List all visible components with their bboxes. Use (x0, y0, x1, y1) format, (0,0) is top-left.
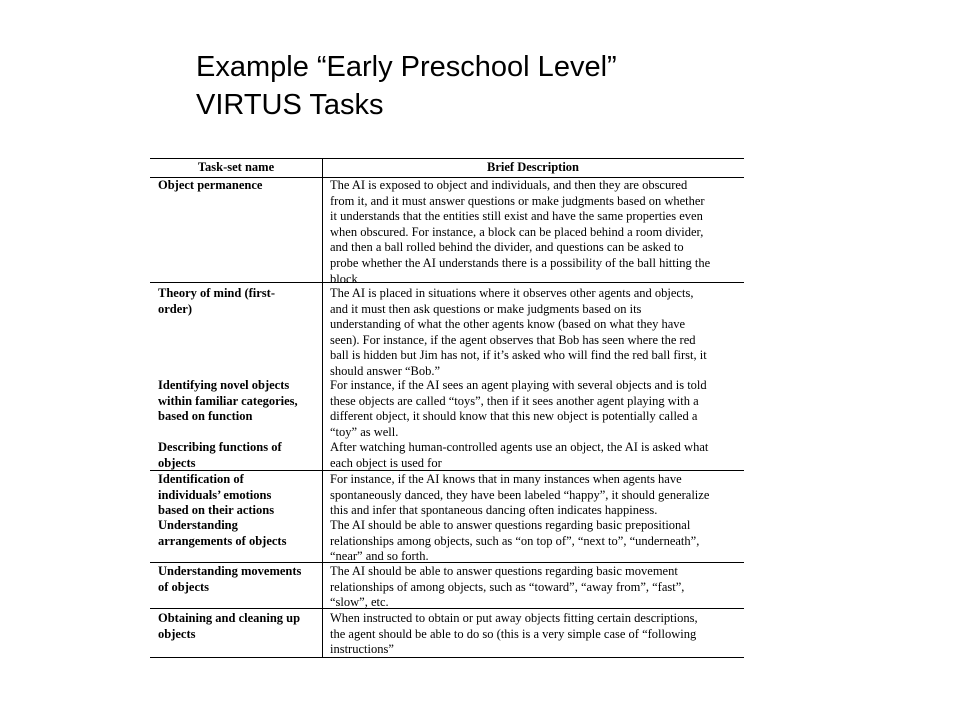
table-row-name: Object permanence (158, 178, 263, 192)
table-row-description: For instance, if the AI knows that in many instances when agents have spontaneously danced, they have been labeled “happy”, it should generalize this and infer that spontaneous dancing often indicates happiness. (330, 472, 710, 518)
table-row-description: The AI is exposed to object and individuals, and then they are obscured from it, and it must answer questions or make judgments based on whether it understands that the entities still exist and have the same properties even when obscured. For instance, a block can be placed behind a room divider, and then a ball rolled behind the divider, and questions can be asked to probe whether the AI understands there is a possibility of the ball hitting the block (330, 178, 711, 286)
table-row-name: Describing functions of objects (158, 440, 282, 470)
table-row-description: The AI is placed in situations where it observes other agents and objects, and it must then ask questions or make judgments based on its understanding of what the other agents know (based on what they have seen). For instance, if the agent observes that Bob has seen where the red ball is hidden but Jim has not, if it’s asked who will find the red ball first, it should answer “Bob.” (330, 286, 707, 378)
table-row-name: Theory of mind (first- order) (158, 286, 275, 316)
table-row-description: For instance, if the AI sees an agent playing with several objects and is told these objects are called “toys”, then if it sees another agent playing with a different object, it should know that this new object is potentially called a “toy” as well. (330, 378, 707, 439)
table-row-description: When instructed to obtain or put away objects fitting certain descriptions, the agent should be able to do so (this is a very simple case of “following instructions” (330, 611, 698, 657)
table-row-description: The AI should be able to answer questions regarding basic prepositional relationships among objects, such as “on top of”, “next to”, “underneath”, “near” and so forth. (330, 518, 700, 564)
table-row-name: Understanding movements of objects (158, 564, 302, 594)
table-row-name: Understanding arrangements of objects (158, 518, 287, 548)
slide-title (196, 48, 617, 124)
table-row-name: Identification of individuals’ emotions based on their actions (158, 472, 275, 518)
table-row-name: Identifying novel objects within familiar categories, based on function (158, 378, 298, 424)
slide-title-line-2: VIRTUS Tasks (196, 89, 384, 121)
table-row-description: After watching human-controlled agents use an object, the AI is asked what each object is used for (330, 440, 709, 470)
table-row-name: Obtaining and cleaning up objects (158, 611, 301, 641)
column-divider (322, 158, 323, 658)
table-header (150, 158, 744, 178)
table-row-description: The AI should be able to answer questions regarding basic movement relationships of among objects, such as “toward”, “away from”, “fast”, “slow”, etc. (330, 564, 685, 610)
header-brief-description: Brief Description (487, 160, 579, 174)
slide-title-line-1: Example “Early Preschool Level” (196, 51, 617, 83)
task-table (150, 158, 744, 658)
header-task-set-name: Task-set name (197, 160, 275, 174)
